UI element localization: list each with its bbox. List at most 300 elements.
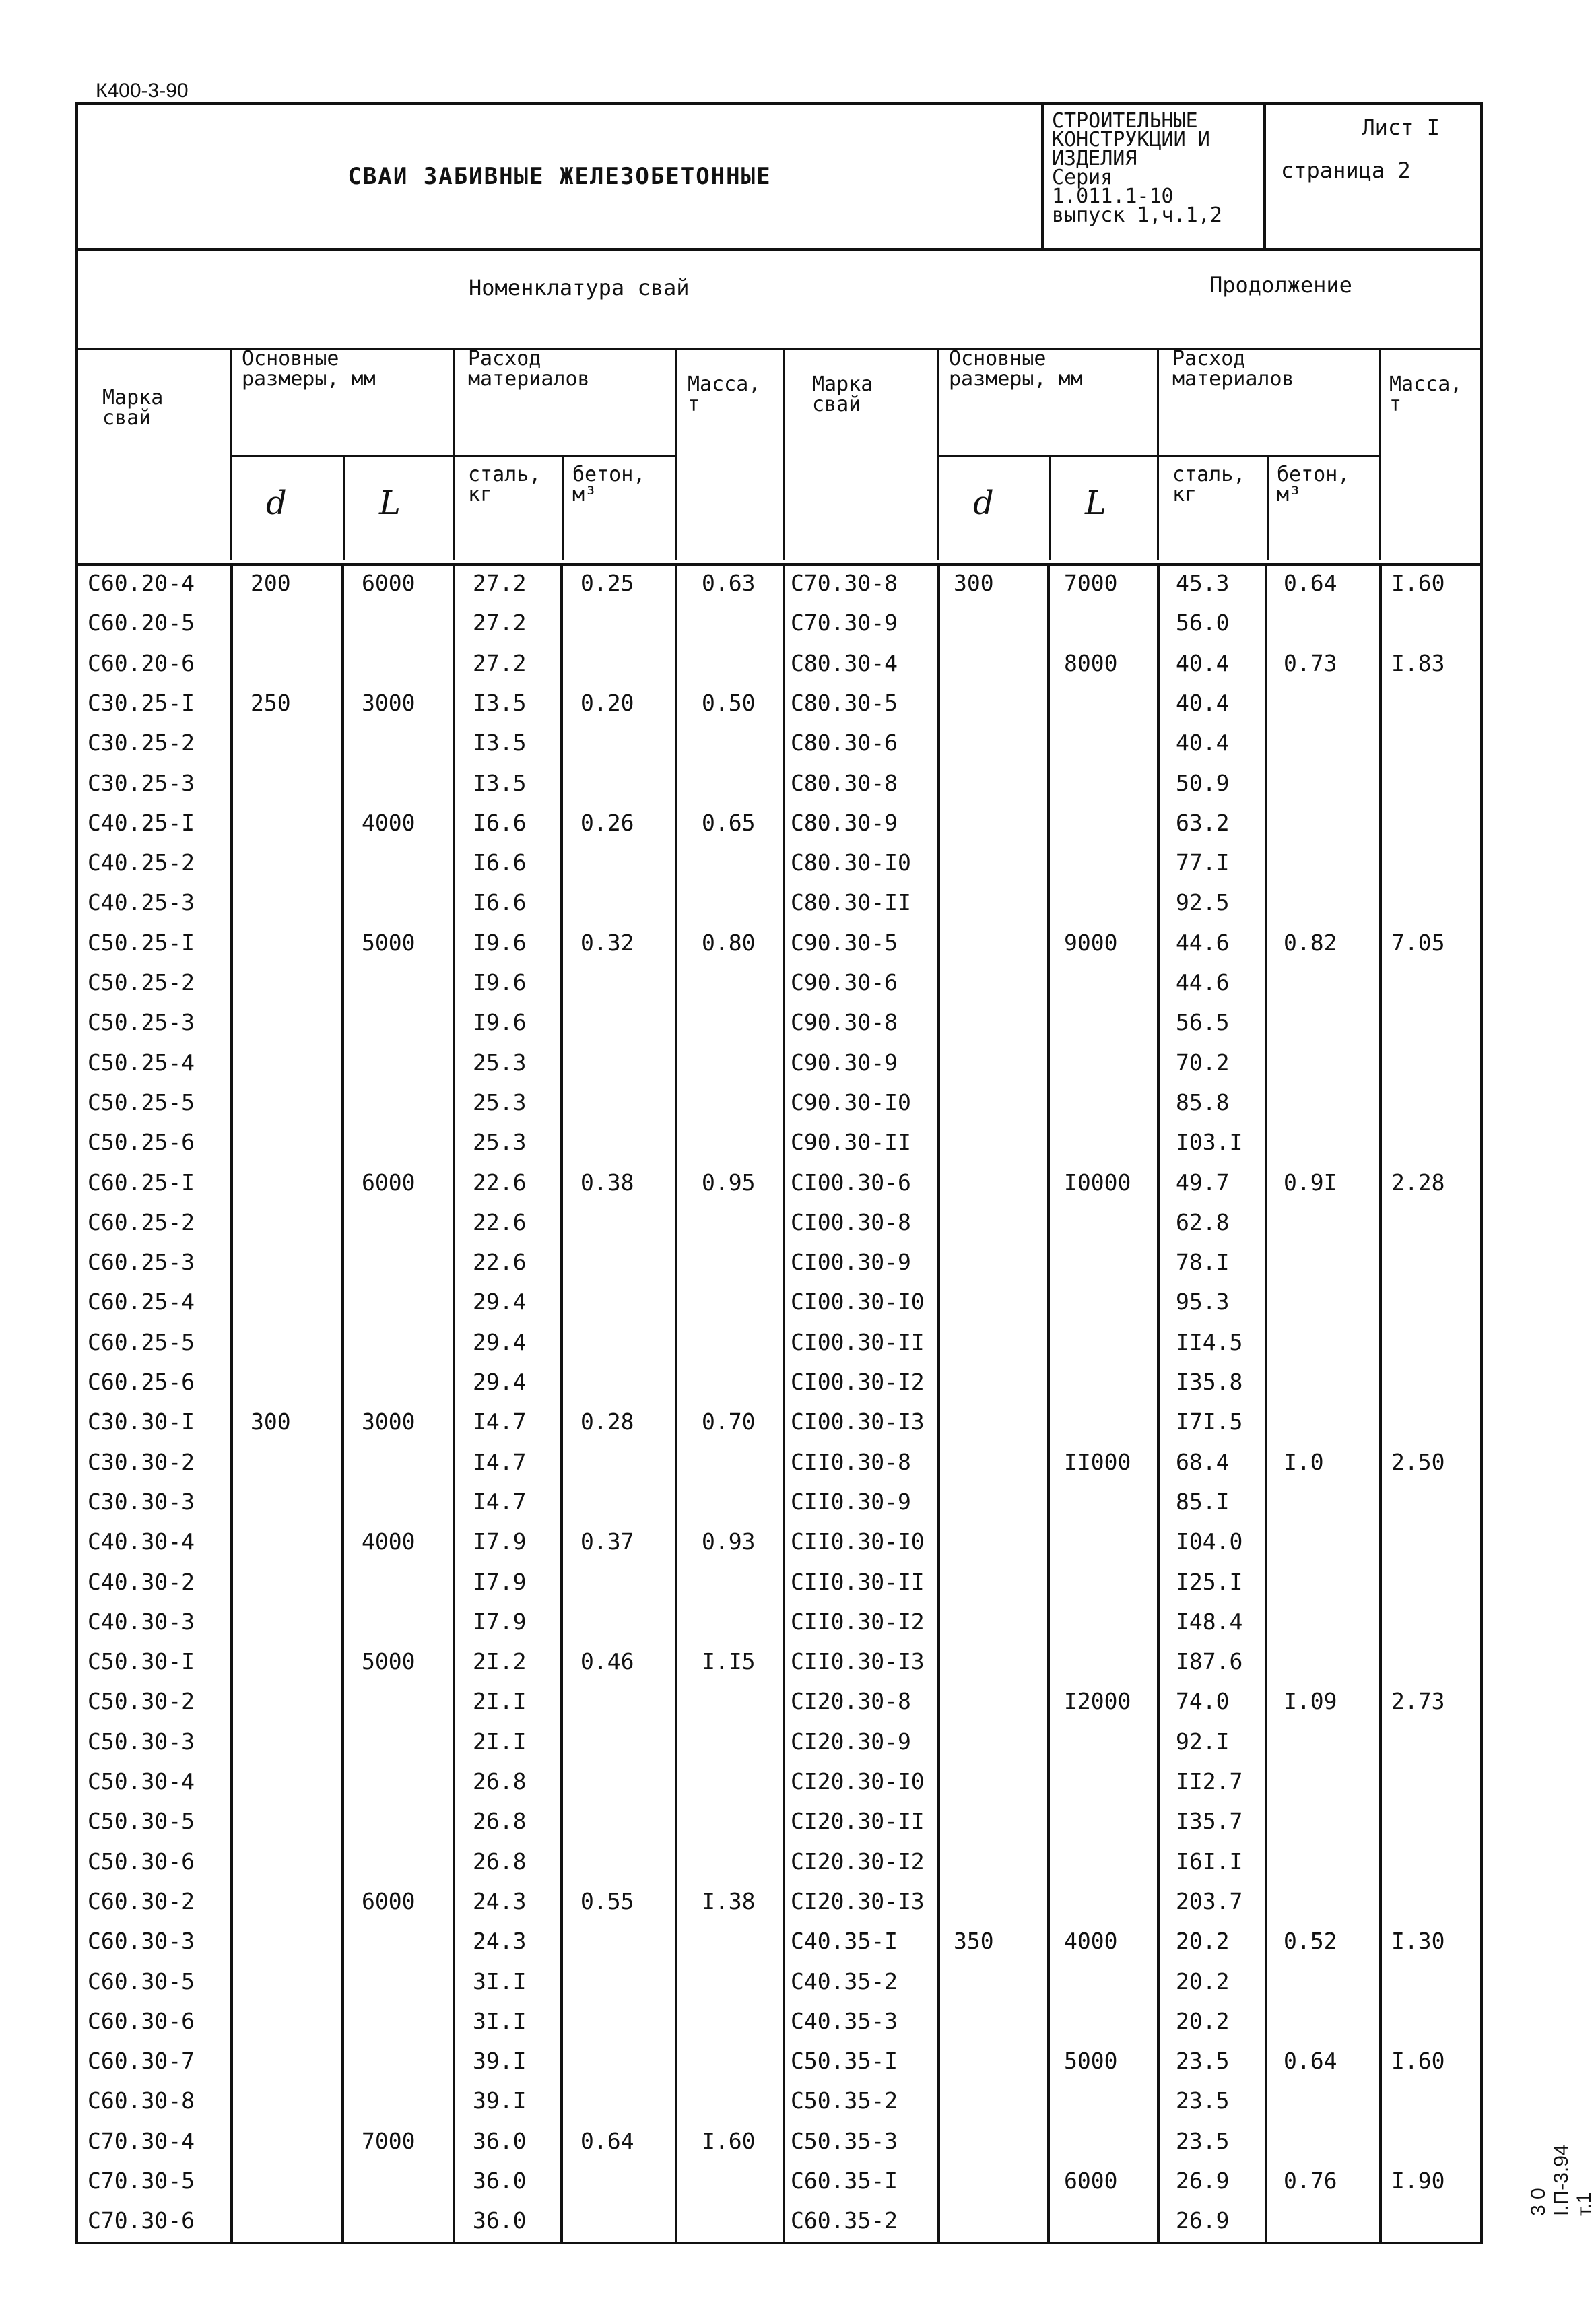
cell-mark: С60.25-I	[88, 1169, 195, 1196]
table-row-right	[78, 2087, 1480, 2125]
cell-steel: I35.7	[1176, 1808, 1243, 1834]
cell-mark: С40.35-3	[791, 2008, 898, 2034]
table-row-right	[78, 1928, 1480, 1965]
cell-mark: С80.30-4	[791, 650, 898, 676]
cell-mass: I.60	[702, 2128, 756, 2154]
cell-concrete: 0.38	[580, 1169, 634, 1196]
cell-steel: 22.6	[473, 1249, 527, 1275]
cell-steel: 3I.I	[473, 1968, 527, 1994]
cell-mark: СII0.30-I3	[791, 1648, 925, 1675]
document-title: СВАИ ЗАБИВНЫЕ ЖЕЛЕЗОБЕТОННЫЕ	[347, 163, 772, 190]
table-row-right	[78, 2128, 1480, 2166]
cell-steel: 2I.I	[473, 1688, 527, 1714]
cell-mark: С50.25-5	[88, 1089, 195, 1115]
table-row-right	[78, 690, 1480, 727]
cell-mark: С90.30-II	[791, 1129, 911, 1155]
cell-steel: 27.2	[473, 570, 527, 596]
cell-d: 200	[251, 570, 291, 596]
cell-mark: С80.30-5	[791, 690, 898, 716]
cell-steel: II2.7	[1176, 1768, 1243, 1794]
cell-mark: С60.25-2	[88, 1209, 195, 1235]
cell-mass: 2.28	[1391, 1169, 1445, 1196]
cell-mark: С60.30-5	[88, 1968, 195, 1994]
cell-mark: СI00.30-9	[791, 1249, 911, 1275]
continuation-label: Продолжение	[1209, 272, 1352, 298]
cell-steel: I6.6	[473, 810, 527, 836]
cell-mark: С30.25-3	[88, 770, 195, 796]
cell-L: 7000	[362, 2128, 415, 2154]
cell-L: 6000	[362, 1169, 415, 1196]
cell-L: I2000	[1064, 1688, 1131, 1714]
cell-mark: С80.30-9	[791, 810, 898, 836]
cell-steel: 29.4	[473, 1289, 527, 1315]
cell-steel: I9.6	[473, 930, 527, 956]
cell-steel: 29.4	[473, 1369, 527, 1395]
cell-mark: С30.30-I	[88, 1408, 195, 1435]
cell-steel: 63.2	[1176, 810, 1230, 836]
cell-d: 300	[954, 570, 994, 596]
cell-steel: 25.3	[473, 1129, 527, 1155]
cell-steel: 85.I	[1176, 1489, 1230, 1515]
cell-mark: С50.35-2	[791, 2087, 898, 2114]
header-mass: Масса, т	[675, 348, 783, 560]
cell-mass: I.I5	[702, 1648, 756, 1675]
header-materials: Расход материалов сталь, кг бетон, м³	[453, 348, 675, 560]
cell-steel: I35.8	[1176, 1369, 1243, 1395]
cell-steel: I87.6	[1176, 1648, 1243, 1675]
cell-steel: I7.9	[473, 1569, 527, 1595]
table-row-right	[78, 1369, 1480, 1406]
cell-mark: С50.30-6	[88, 1848, 195, 1875]
cell-steel: 25.3	[473, 1049, 527, 1076]
cell-steel: 92.5	[1176, 889, 1230, 915]
cell-concrete: 0.32	[580, 930, 634, 956]
cell-mark: СI00.30-I0	[791, 1289, 925, 1315]
cell-mark: СI00.30-8	[791, 1209, 911, 1235]
cell-concrete: 0.46	[580, 1648, 634, 1675]
series-block	[1041, 105, 1263, 248]
cell-mark: С50.25-4	[88, 1049, 195, 1076]
cell-concrete: 0.52	[1284, 1928, 1337, 1954]
header-L: L	[379, 484, 401, 522]
side-code: 3 0 I.П-3.94 т.1	[1527, 2144, 1595, 2216]
cell-mark: С40.35-2	[791, 1968, 898, 1994]
cell-concrete: 0.55	[580, 1888, 634, 1914]
cell-steel: 23.5	[1176, 2128, 1230, 2154]
cell-mark: С60.25-3	[88, 1249, 195, 1275]
cell-mark: С80.30-8	[791, 770, 898, 796]
table-row-right	[78, 570, 1480, 608]
cell-mark: С60.25-6	[88, 1369, 195, 1395]
cell-steel: 26.8	[473, 1768, 527, 1794]
cell-mark: СII0.30-8	[791, 1449, 911, 1475]
table-row-right	[78, 610, 1480, 647]
cell-L: 9000	[1064, 930, 1118, 956]
cell-mark: С50.30-5	[88, 1808, 195, 1834]
cell-steel: 56.0	[1176, 610, 1230, 636]
cell-steel: 36.0	[473, 2168, 527, 2194]
table-row-right	[78, 1648, 1480, 1686]
cell-mark: С60.30-7	[88, 2048, 195, 2074]
cell-mass: 0.93	[702, 1528, 756, 1555]
table-row-right	[78, 1169, 1480, 1207]
cell-mark: С70.30-5	[88, 2168, 195, 2194]
cell-mass: 0.50	[702, 690, 756, 716]
cell-mark: С50.35-I	[791, 2048, 898, 2074]
table-row-right	[78, 1289, 1480, 1326]
cell-mark: С30.25-I	[88, 690, 195, 716]
table-row-right	[78, 1768, 1480, 1806]
cell-steel: II4.5	[1176, 1329, 1243, 1355]
cell-mark: С90.30-I0	[791, 1089, 911, 1115]
cell-steel: 20.2	[1176, 1928, 1230, 1954]
cell-steel: 40.4	[1176, 650, 1230, 676]
table-row-right	[78, 1569, 1480, 1606]
cell-mark: СI00.30-I2	[791, 1369, 925, 1395]
cell-mass: 2.50	[1391, 1449, 1445, 1475]
cell-L: 4000	[362, 810, 415, 836]
table-title: Номенклатура свай	[469, 275, 690, 300]
cell-mark: С90.30-9	[791, 1049, 898, 1076]
cell-mark: С60.25-5	[88, 1329, 195, 1355]
cell-steel: 3I.I	[473, 2008, 527, 2034]
cell-L: 4000	[362, 1528, 415, 1555]
cell-concrete: 0.64	[580, 2128, 634, 2154]
cell-mark: С60.25-4	[88, 1289, 195, 1315]
cell-steel: I7.9	[473, 1528, 527, 1555]
cell-mass: 0.95	[702, 1169, 756, 1196]
cell-mark: С60.30-8	[88, 2087, 195, 2114]
series-line: КОНСТРУКЦИИ И	[1052, 128, 1210, 152]
cell-d: 350	[954, 1928, 994, 1954]
cell-mass: 0.65	[702, 810, 756, 836]
cell-steel: I4.7	[473, 1489, 527, 1515]
table-caption	[78, 248, 1480, 350]
cell-mass: I.60	[1391, 2048, 1445, 2074]
cell-L: 5000	[362, 1648, 415, 1675]
cell-steel: 68.4	[1176, 1449, 1230, 1475]
cell-steel: I25.I	[1176, 1569, 1243, 1595]
header-mark: Марка свай	[102, 386, 164, 430]
cell-mark: С30.25-2	[88, 729, 195, 756]
cell-mass: I.30	[1391, 1928, 1445, 1954]
cell-steel: I6.6	[473, 889, 527, 915]
table-row-right	[78, 1009, 1480, 1047]
cell-concrete: 0.20	[580, 690, 634, 716]
cell-concrete: I.0	[1284, 1449, 1324, 1475]
cell-steel: I3.5	[473, 729, 527, 756]
cell-mass: I.83	[1391, 650, 1445, 676]
table-row-right	[78, 849, 1480, 887]
cell-mass: I.38	[702, 1888, 756, 1914]
cell-steel: I9.6	[473, 969, 527, 996]
header-steel-right: сталь, кг	[1172, 463, 1246, 507]
cell-mark: С90.30-8	[791, 1009, 898, 1035]
table-row-right	[78, 1129, 1480, 1167]
series-line: ИЗДЕЛИЯ	[1052, 147, 1137, 170]
cell-steel: 27.2	[473, 610, 527, 636]
cell-mark: С80.30-I0	[791, 849, 911, 876]
cell-steel: 95.3	[1176, 1289, 1230, 1315]
cell-mark: С60.20-5	[88, 610, 195, 636]
cell-steel: 77.I	[1176, 849, 1230, 876]
cell-mark: С50.30-3	[88, 1728, 195, 1755]
table-row-right	[78, 2207, 1480, 2245]
cell-concrete: 0.64	[1284, 2048, 1337, 2074]
cell-mass: 2.73	[1391, 1688, 1445, 1714]
cell-steel: 26.8	[473, 1808, 527, 1834]
cell-mark: С40.30-3	[88, 1609, 195, 1635]
table-row-right	[78, 969, 1480, 1007]
cell-L: 6000	[362, 570, 415, 596]
cell-steel: I3.5	[473, 770, 527, 796]
cell-mark: С40.30-2	[88, 1569, 195, 1595]
cell-mass: 0.63	[702, 570, 756, 596]
cell-mark: СI00.30-6	[791, 1169, 911, 1196]
cell-steel: 45.3	[1176, 570, 1230, 596]
cell-mark: С30.30-2	[88, 1449, 195, 1475]
header-L-right: L	[1085, 484, 1106, 522]
cell-steel: 22.6	[473, 1209, 527, 1235]
cell-mass: I.60	[1391, 570, 1445, 596]
cell-steel: 39.I	[473, 2087, 527, 2114]
table-row-right	[78, 1808, 1480, 1846]
cell-mark: СII0.30-I2	[791, 1609, 925, 1635]
cell-steel: 44.6	[1176, 930, 1230, 956]
cell-concrete: 0.73	[1284, 650, 1337, 676]
cell-steel: I48.4	[1176, 1609, 1243, 1635]
table-row-right	[78, 810, 1480, 847]
cell-mark: С60.35-I	[791, 2168, 898, 2194]
header-dims: Основные размеры, мм d L	[230, 348, 453, 560]
cell-mark: С70.30-4	[88, 2128, 195, 2154]
header-d: d	[266, 484, 287, 522]
cell-mark: С50.30-2	[88, 1688, 195, 1714]
table-row-right	[78, 1848, 1480, 1886]
cell-steel: 22.6	[473, 1169, 527, 1196]
cell-steel: I6.6	[473, 849, 527, 876]
cell-concrete: 0.28	[580, 1408, 634, 1435]
cell-concrete: 0.25	[580, 570, 634, 596]
header-d-right: d	[973, 484, 994, 522]
table-row-right	[78, 1089, 1480, 1127]
cell-steel: 24.3	[473, 1888, 527, 1914]
cell-steel: 20.2	[1176, 1968, 1230, 1994]
sheet-number: Лист I	[1362, 115, 1440, 140]
series-line: Серия	[1052, 166, 1113, 189]
cell-steel: I3.5	[473, 690, 527, 716]
cell-mark: С40.30-4	[88, 1528, 195, 1555]
cell-mark: С70.30-8	[791, 570, 898, 596]
cell-L: 6000	[1064, 2168, 1118, 2194]
cell-L: II000	[1064, 1449, 1131, 1475]
cell-d: 300	[251, 1408, 291, 1435]
header-dims-right: Основные размеры, мм d L	[937, 348, 1157, 560]
cell-mark: С50.25-6	[88, 1129, 195, 1155]
cell-concrete: 0.76	[1284, 2168, 1337, 2194]
series-line: выпуск 1,ч.1,2	[1052, 203, 1222, 227]
cell-mark: С50.25-I	[88, 930, 195, 956]
cell-steel: 24.3	[473, 1928, 527, 1954]
cell-mark: С90.30-5	[791, 930, 898, 956]
cell-mark: С60.20-6	[88, 650, 195, 676]
cell-concrete: 0.64	[1284, 570, 1337, 596]
cell-steel: 2I.2	[473, 1648, 527, 1675]
cell-L: I0000	[1064, 1169, 1131, 1196]
header-concrete: бетон, м³	[572, 463, 646, 507]
table-row-right	[78, 1408, 1480, 1446]
cell-mark: С60.30-3	[88, 1928, 195, 1954]
cell-mass: 7.05	[1391, 930, 1445, 956]
cell-mark: С50.35-3	[791, 2128, 898, 2154]
cell-steel: 49.7	[1176, 1169, 1230, 1196]
cell-steel: 56.5	[1176, 1009, 1230, 1035]
cell-d: 250	[251, 690, 291, 716]
cell-steel: 26.9	[1176, 2207, 1230, 2234]
cell-concrete: 0.26	[580, 810, 634, 836]
cell-steel: 20.2	[1176, 2008, 1230, 2034]
cell-L: 3000	[362, 1408, 415, 1435]
cell-steel: I7.9	[473, 1609, 527, 1635]
table-row-right	[78, 2048, 1480, 2085]
cell-concrete: 0.9I	[1284, 1169, 1337, 1196]
column-headers	[78, 348, 1480, 566]
header-materials-right: Расход материалов сталь, кг бетон, м³	[1157, 348, 1379, 560]
cell-mark: С80.30-6	[791, 729, 898, 756]
cell-L: 4000	[1064, 1928, 1118, 1954]
cell-concrete: 0.82	[1284, 930, 1337, 956]
table-row-right	[78, 1329, 1480, 1367]
sheet-block	[1263, 105, 1480, 248]
cell-mark: СI20.30-II	[791, 1808, 925, 1834]
cell-L: 5000	[362, 930, 415, 956]
header-concrete-right: бетон, м³	[1277, 463, 1350, 507]
table-row-right	[78, 1728, 1480, 1766]
cell-mass: I.90	[1391, 2168, 1445, 2194]
page-number: страница 2	[1281, 158, 1411, 183]
document-code: К400-3-90	[96, 79, 189, 102]
cell-mark: С40.35-I	[791, 1928, 898, 1954]
cell-mark: СII0.30-I0	[791, 1528, 925, 1555]
cell-steel: 203.7	[1176, 1888, 1243, 1914]
table-row-right	[78, 1888, 1480, 1926]
cell-mark: СI20.30-I3	[791, 1888, 925, 1914]
cell-mark: СII0.30-II	[791, 1569, 925, 1595]
cell-mark: С50.30-I	[88, 1648, 195, 1675]
cell-mark: С60.35-2	[791, 2207, 898, 2234]
cell-steel: 92.I	[1176, 1728, 1230, 1755]
cell-mark: С50.30-4	[88, 1768, 195, 1794]
cell-L: 7000	[1064, 570, 1118, 596]
cell-concrete: I.09	[1284, 1688, 1337, 1714]
cell-mass: 0.70	[702, 1408, 756, 1435]
cell-steel: I9.6	[473, 1009, 527, 1035]
cell-steel: 44.6	[1176, 969, 1230, 996]
cell-steel: 36.0	[473, 2128, 527, 2154]
table-row-right	[78, 2008, 1480, 2046]
cell-mark: С50.25-3	[88, 1009, 195, 1035]
table-row-right	[78, 650, 1480, 688]
table-row-right	[78, 1449, 1480, 1487]
cell-mark: СI00.30-II	[791, 1329, 925, 1355]
cell-concrete: 0.37	[580, 1528, 634, 1555]
cell-steel: 23.5	[1176, 2048, 1230, 2074]
cell-mark: СI20.30-I2	[791, 1848, 925, 1875]
table-row-right	[78, 1609, 1480, 1646]
cell-steel: I6I.I	[1176, 1848, 1243, 1875]
series-line: 1.011.1-10	[1052, 185, 1174, 208]
cell-mark: С70.30-6	[88, 2207, 195, 2234]
cell-steel: 85.8	[1176, 1089, 1230, 1115]
title-block	[78, 105, 1480, 251]
cell-steel: 29.4	[473, 1329, 527, 1355]
table-row-right	[78, 1528, 1480, 1566]
table-row-right	[78, 930, 1480, 967]
cell-mark: С30.30-3	[88, 1489, 195, 1515]
cell-steel: 23.5	[1176, 2087, 1230, 2114]
cell-mark: С40.25-3	[88, 889, 195, 915]
table-row-right	[78, 1209, 1480, 1247]
cell-L: 3000	[362, 690, 415, 716]
table-row-right	[78, 889, 1480, 927]
cell-mark: С40.25-2	[88, 849, 195, 876]
cell-L: 5000	[1064, 2048, 1118, 2074]
table-row-right	[78, 1688, 1480, 1726]
cell-mark: СI20.30-9	[791, 1728, 911, 1755]
cell-mark: С80.30-II	[791, 889, 911, 915]
cell-steel: 70.2	[1176, 1049, 1230, 1076]
cell-mark: С60.30-6	[88, 2008, 195, 2034]
cell-L: 8000	[1064, 650, 1118, 676]
cell-steel: 39.I	[473, 2048, 527, 2074]
header-steel: сталь, кг	[468, 463, 541, 507]
cell-mark: С60.20-4	[88, 570, 195, 596]
header-mark-right: Марка свай	[783, 348, 937, 560]
table-row-right	[78, 770, 1480, 808]
table-row-right	[78, 1249, 1480, 1287]
table-row-right	[78, 1489, 1480, 1526]
cell-steel: 50.9	[1176, 770, 1230, 796]
cell-steel: 62.8	[1176, 1209, 1230, 1235]
cell-steel: I04.0	[1176, 1528, 1243, 1555]
cell-mark: СII0.30-9	[791, 1489, 911, 1515]
cell-steel: I7I.5	[1176, 1408, 1243, 1435]
cell-steel: I4.7	[473, 1408, 527, 1435]
cell-mark: С70.30-9	[791, 610, 898, 636]
cell-steel: 36.0	[473, 2207, 527, 2234]
cell-steel: 27.2	[473, 650, 527, 676]
cell-steel: I4.7	[473, 1449, 527, 1475]
cell-mark: СI20.30-8	[791, 1688, 911, 1714]
cell-steel: 25.3	[473, 1089, 527, 1115]
cell-steel: 26.8	[473, 1848, 527, 1875]
cell-steel: 2I.I	[473, 1728, 527, 1755]
cell-mark: С50.25-2	[88, 969, 195, 996]
series-line: СТРОИТЕЛЬНЫЕ	[1052, 109, 1198, 133]
cell-steel: 74.0	[1176, 1688, 1230, 1714]
cell-mass: 0.80	[702, 930, 756, 956]
table-row-right	[78, 2168, 1480, 2205]
cell-steel: 26.9	[1176, 2168, 1230, 2194]
cell-mark: С40.25-I	[88, 810, 195, 836]
table-row-right	[78, 1968, 1480, 2006]
table-row-right	[78, 1049, 1480, 1087]
document-frame	[75, 102, 1483, 2244]
cell-steel: 78.I	[1176, 1249, 1230, 1275]
cell-steel: 40.4	[1176, 690, 1230, 716]
cell-steel: 40.4	[1176, 729, 1230, 756]
cell-L: 6000	[362, 1888, 415, 1914]
